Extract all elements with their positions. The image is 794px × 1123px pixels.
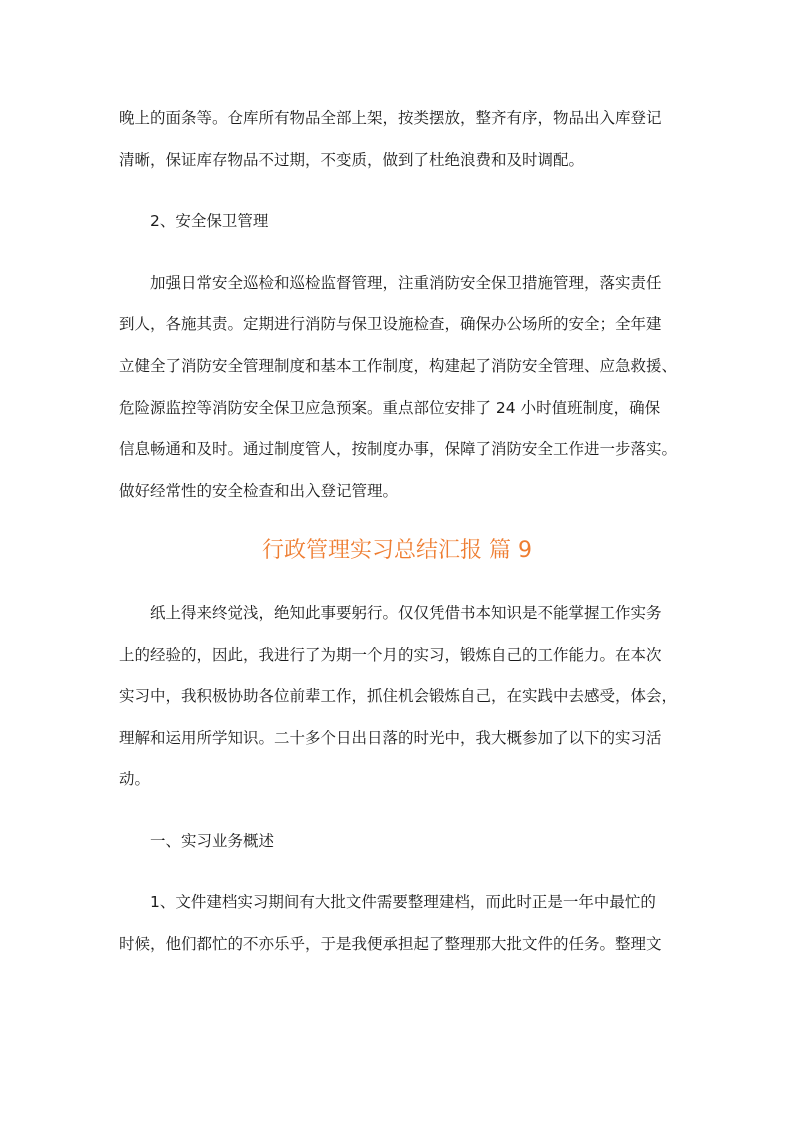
paragraph-line: 清晰，保证库存物品不过期，不变质，做到了杜绝浪费和及时调配。 xyxy=(119,151,585,169)
subheading-internship-overview: 一、实习业务概述 xyxy=(150,832,275,850)
paragraph-line: 理解和运用所学知识。二十多个日出日落的时光中，我大概参加了以下的实习活 xyxy=(119,729,662,747)
paragraph-line: 到人，各施其责。定期进行消防与保卫设施检查，确保办公场所的安全；全年建 xyxy=(119,315,662,333)
paragraph-line: 加强日常安全巡检和巡检监督管理，注重消防安全保卫措施管理，落实责任 xyxy=(150,274,662,292)
paragraph-line: 时候，他们都忙的不亦乐乎，于是我便承担起了整理那大批文件的任务。整理文 xyxy=(119,935,662,953)
paragraph-line: 实习中，我积极协助各位前辈工作，抓住机会锻炼自己，在实践中去感受，体会， xyxy=(119,687,678,705)
paragraph-line: 信息畅通和及时。通过制度管人，按制度办事，保障了消防安全工作进一步落实。 xyxy=(119,440,678,458)
paragraph-line: 1、文件建档实习期间有大批文件需要整理建档，而此时正是一年中最忙的 xyxy=(150,893,656,911)
subheading-security-management: 2、安全保卫管理 xyxy=(150,212,269,230)
paragraph-line: 做好经常性的安全检查和出入登记管理。 xyxy=(119,482,399,500)
section-title: 行政管理实习总结汇报 篇 9 xyxy=(262,538,532,563)
paragraph-line: 上的经验的，因此，我进行了为期一个月的实习，锻炼自己的工作能力。在本次 xyxy=(119,646,662,664)
paragraph-line: 危险源监控等消防安全保卫应急预案。重点部位安排了 24 小时值班制度，确保 xyxy=(119,399,661,417)
paragraph-line: 动。 xyxy=(119,770,151,788)
paragraph-line: 立健全了消防安全管理制度和基本工作制度，构建起了消防安全管理、应急救援、 xyxy=(119,357,678,375)
paragraph-line: 纸上得来终觉浅，绝知此事要躬行。仅仅凭借书本知识是不能掌握工作实务 xyxy=(150,604,662,622)
paragraph-line: 晚上的面条等。仓库所有物品全部上架，按类摆放，整齐有序，物品出入库登记 xyxy=(119,109,662,127)
